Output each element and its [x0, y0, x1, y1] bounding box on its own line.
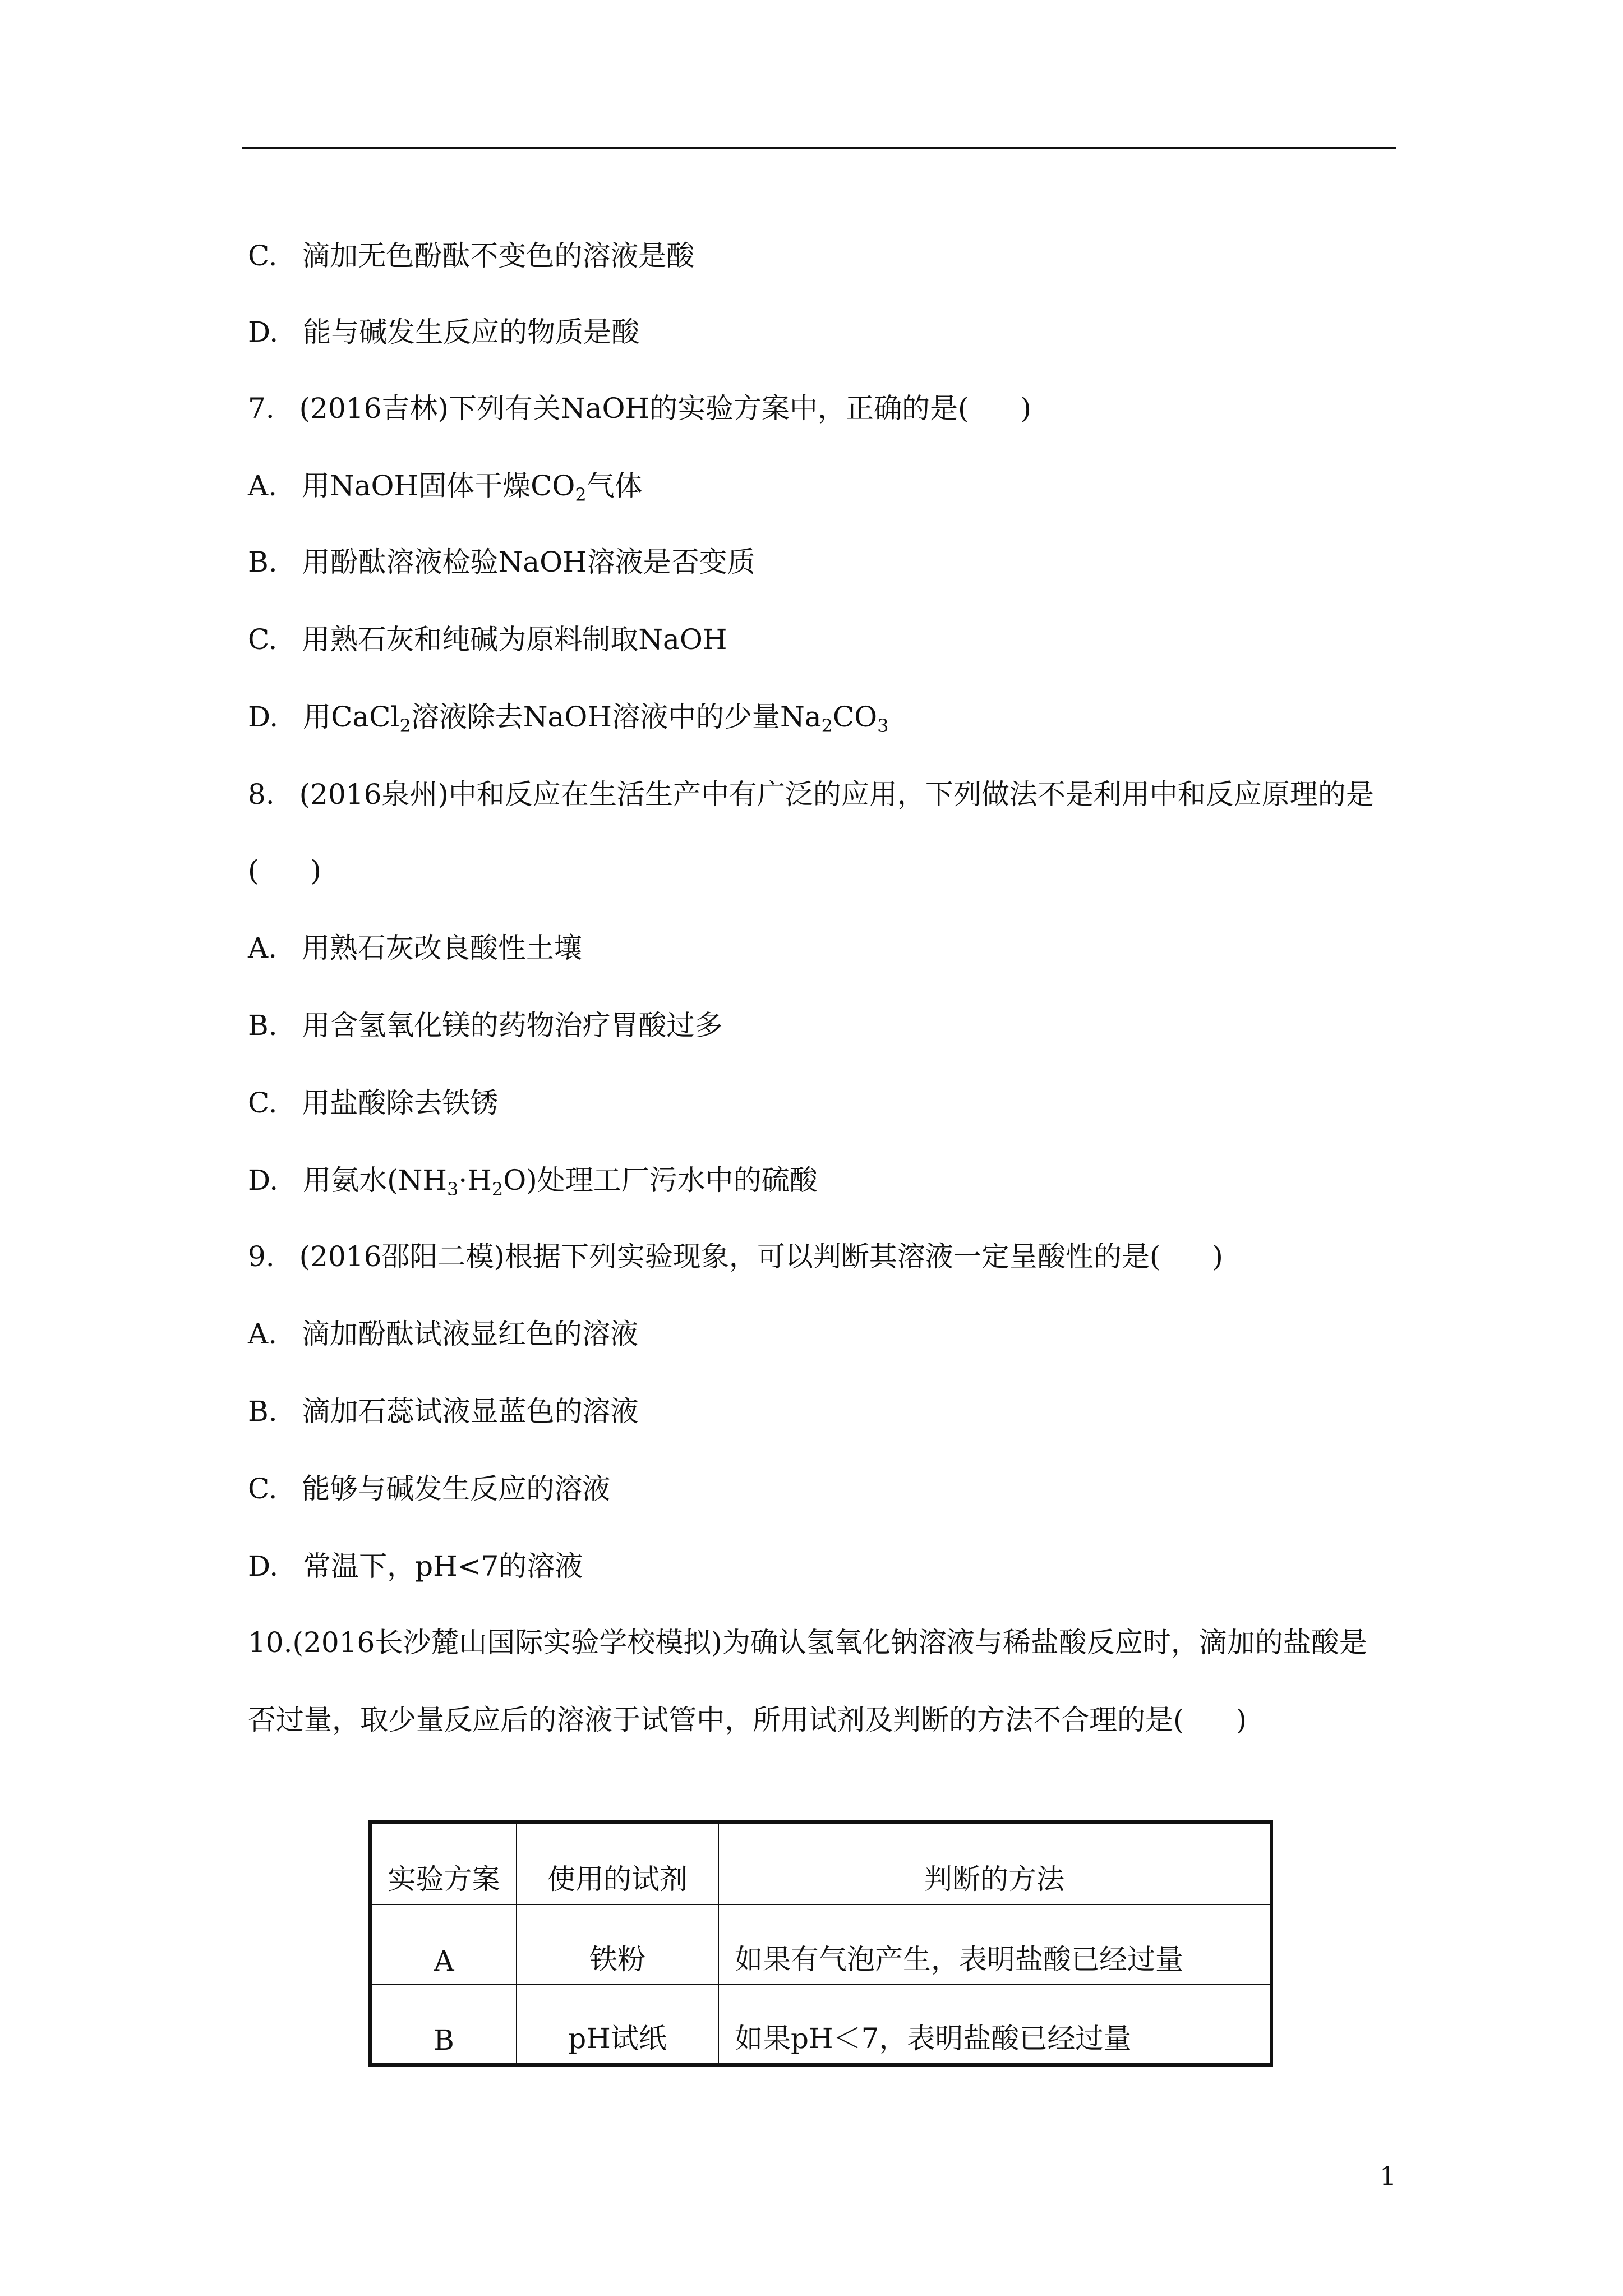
question-text: (2016泉州)中和反应在生活生产中有广泛的应用，下列做法不是利用中和反应原理的是	[299, 778, 1374, 811]
table-row	[370, 1985, 1271, 2065]
question-8-blank	[248, 854, 321, 887]
table-cell: 铁粉	[517, 1904, 718, 1985]
option-label: C.	[248, 240, 278, 272]
option-text: 能够与碱发生反应的溶液	[302, 1473, 611, 1505]
option-7c	[248, 623, 727, 656]
table-cell: 如果有气泡产生，表明盐酸已经过量	[718, 1904, 1271, 1985]
subscript: 3	[877, 715, 889, 737]
option-label: A.	[248, 1318, 278, 1350]
option-label: D.	[248, 316, 279, 348]
option-text: 用熟石灰改良酸性土壤	[301, 932, 582, 964]
option-label: C.	[248, 1473, 278, 1505]
table-cell: pH试纸	[517, 1985, 718, 2065]
question-text: (	[248, 854, 259, 887]
question-number: 10.	[248, 1626, 293, 1659]
option-label: B.	[248, 546, 278, 578]
option-label: A.	[248, 932, 278, 964]
question-10-cont	[248, 1703, 1247, 1737]
option-9a	[248, 1317, 638, 1351]
option-label: A.	[248, 470, 278, 502]
question-text: 否过量，取少量反应后的溶液于试管中，所用试剂及判断的方法不合理的是(	[248, 1704, 1184, 1736]
option-text: 滴加酚酞试液显红色的溶液	[301, 1318, 638, 1350]
option-text-mid2: CO	[832, 701, 878, 733]
experiment-table	[368, 1820, 1273, 2067]
option-text: 用NaOH固体干燥CO	[301, 470, 575, 502]
option-9b	[248, 1395, 639, 1428]
option-label: B.	[248, 1395, 278, 1428]
table-header-row	[370, 1822, 1271, 1904]
question-text-end: )	[1020, 392, 1032, 425]
option-text: 滴加石蕊试液显蓝色的溶液	[302, 1395, 639, 1428]
question-text-end: )	[1235, 1704, 1247, 1736]
option-7d	[248, 700, 889, 737]
option-label: D.	[248, 1550, 279, 1582]
question-text-end: )	[1212, 1240, 1223, 1273]
option-label: C.	[248, 623, 278, 656]
table-header: 判断的方法	[718, 1822, 1271, 1904]
option-9d	[248, 1549, 583, 1583]
subscript: 2	[491, 1179, 504, 1200]
table-cell: 如果pH＜7，表明盐酸已经过量	[718, 1985, 1271, 2065]
question-9	[248, 1240, 1223, 1273]
option-text: 滴加无色酚酞不变色的溶液是酸	[302, 240, 695, 272]
option-text: 用熟石灰和纯碱为原料制取NaOH	[302, 623, 727, 656]
question-number: 7.	[248, 392, 275, 425]
table-cell: A	[370, 1904, 517, 1985]
subscript: 2	[821, 715, 833, 737]
subscript: 2	[575, 484, 587, 505]
question-text: (2016吉林)下列有关NaOH的实验方案中，正确的是(	[299, 392, 969, 425]
table-header: 实验方案	[370, 1822, 517, 1904]
option-text: 用含氢氧化镁的药物治疗胃酸过多	[302, 1009, 723, 1042]
subscript: 2	[399, 715, 411, 737]
option-text: 用氨水(NH	[303, 1164, 447, 1197]
option-7b	[248, 545, 755, 579]
option-6c	[248, 239, 694, 273]
option-text: 常温下，pH<7的溶液	[303, 1550, 583, 1582]
question-number: 8.	[248, 778, 275, 811]
question-text: (2016邵阳二模)根据下列实验现象，可以判断其溶液一定呈酸性的是(	[299, 1240, 1161, 1273]
table-row	[370, 1904, 1271, 1985]
option-text: 用盐酸除去铁锈	[302, 1087, 499, 1119]
option-8b	[248, 1009, 723, 1042]
page-number: 1	[1380, 2161, 1396, 2191]
subscript: 3	[446, 1179, 459, 1200]
option-9c	[248, 1472, 610, 1506]
option-text: 用CaCl	[303, 701, 400, 733]
option-label: B.	[248, 1009, 278, 1042]
table-header: 使用的试剂	[517, 1822, 718, 1904]
option-8c	[248, 1086, 498, 1120]
option-8d	[248, 1163, 818, 1200]
option-label: C.	[248, 1087, 278, 1119]
question-7	[248, 392, 1031, 425]
option-text: 用酚酞溶液检验NaOH溶液是否变质	[302, 546, 755, 578]
header-rule	[242, 147, 1396, 149]
option-8a	[248, 931, 582, 965]
option-7a	[248, 469, 643, 503]
option-label: D.	[248, 701, 279, 733]
question-text: (2016长沙麓山国际实验学校模拟)为确认氢氧化钠溶液与稀盐酸反应时，滴加的盐酸是	[292, 1626, 1367, 1659]
option-text-mid: 溶液除去NaOH溶液中的少量Na	[411, 701, 822, 733]
option-label: D.	[248, 1164, 279, 1197]
table-cell: B	[370, 1985, 517, 2065]
option-text: 能与碱发生反应的物质是酸	[303, 316, 640, 348]
question-8	[248, 777, 1374, 811]
option-6d	[248, 315, 639, 349]
question-number: 9.	[248, 1240, 275, 1273]
option-text-mid: ·H	[458, 1164, 492, 1197]
option-text-end: O)处理工厂污水中的硫酸	[503, 1164, 818, 1197]
option-text-end: 气体	[586, 470, 643, 502]
question-10	[248, 1626, 1367, 1659]
question-text-end: )	[310, 854, 322, 887]
